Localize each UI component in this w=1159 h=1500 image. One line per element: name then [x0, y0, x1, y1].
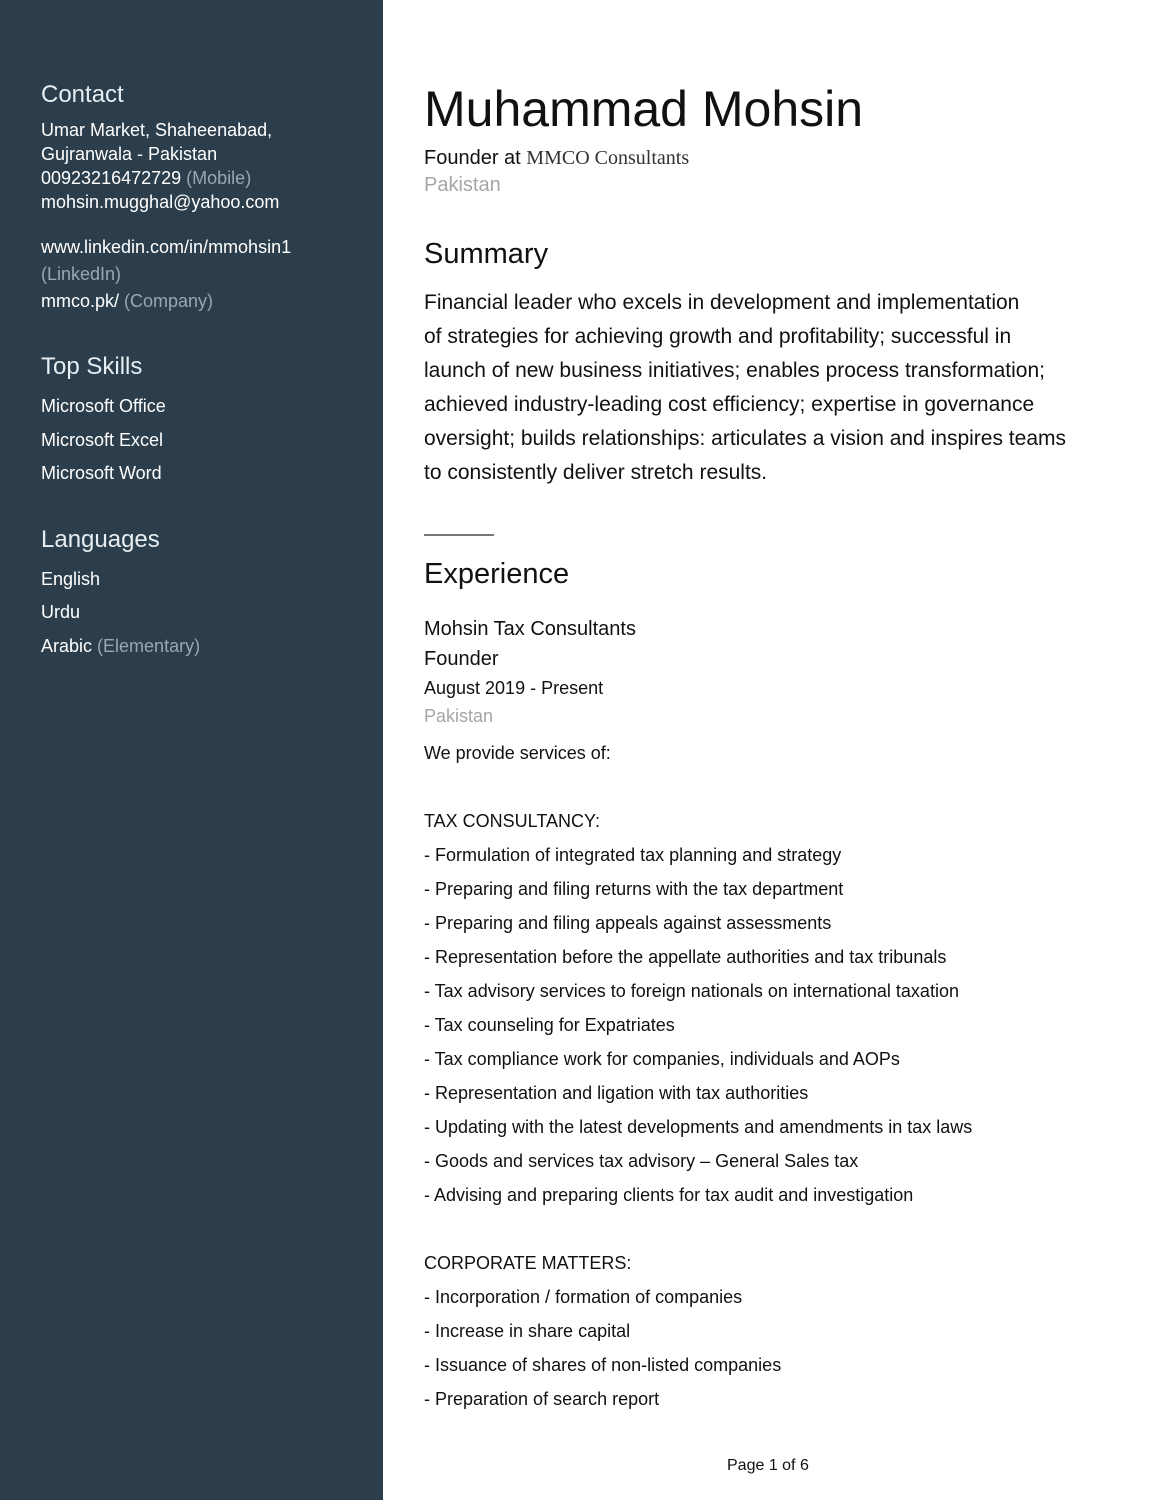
description-line: - Preparation of search report: [424, 1389, 660, 1409]
spacer: [41, 315, 361, 352]
spacer: [41, 491, 361, 525]
main-content: [424, 80, 1134, 1416]
sidebar-content: [41, 80, 361, 663]
summary-line: Financial leader who excels in development and implementation: [424, 291, 1020, 314]
description-line: - Formulation of integrated tax planning and strategy: [424, 845, 842, 865]
description-line: - Incorporation / formation of companies: [424, 1287, 743, 1307]
description-line: [424, 1212, 1134, 1246]
job-title: Founder: [424, 648, 499, 670]
summary-line: of strategies for achieving growth and profitability; successful in: [424, 325, 1012, 348]
description-line: - Goods and services tax advisory – General Sales tax: [424, 1151, 859, 1171]
email-link[interactable]: mohsin.mugghal@yahoo.com: [41, 192, 280, 212]
job-description: [424, 736, 1134, 1416]
headline-company: MMCO Consultants: [526, 147, 690, 169]
summary-line: achieved industry-leading cost efficiency; expertise in governance: [424, 393, 1035, 416]
description-line: - Preparing and filing appeals against assessments: [424, 913, 832, 933]
description-line: - Advising and preparing clients for tax audit and investigation: [424, 1185, 914, 1205]
description-line: - Representation before the appellate authorities and tax tribunals: [424, 947, 947, 967]
description-line: We provide services of:: [424, 743, 611, 763]
spacer: [424, 592, 1134, 614]
headline-role: Founder at: [424, 147, 521, 169]
contact-heading: Contact: [41, 81, 124, 108]
page-number: Page 1 of 6: [727, 1457, 809, 1474]
job-company: Mohsin Tax Consultants: [424, 618, 636, 640]
profile-location: Pakistan: [424, 174, 501, 196]
languages-heading: Languages: [41, 525, 160, 553]
language-level: (Elementary): [97, 635, 201, 656]
description-line: - Preparing and filing returns with the tax department: [424, 879, 844, 899]
address-line: Gujranwala - Pakistan: [41, 144, 218, 164]
description-line: - Tax advisory services to foreign nationals on international taxation: [424, 981, 959, 1001]
summary-line: launch of new business initiatives; enables process transformation;: [424, 359, 1045, 382]
job-entry: [424, 614, 1134, 1416]
job-location: Pakistan: [424, 706, 494, 726]
description-line: TAX CONSULTANCY:: [424, 811, 601, 831]
company-site: [41, 288, 361, 315]
language-name: Arabic: [41, 635, 93, 656]
description-line: - Updating with the latest developments and amendments in tax laws: [424, 1117, 973, 1137]
language-item: English: [41, 568, 101, 589]
spacer: [424, 536, 1134, 556]
address-line: Umar Market, Shaheenabad,: [41, 120, 273, 140]
language-item: [41, 630, 361, 664]
linkedin-label: (LinkedIn): [41, 264, 122, 284]
summary-heading: Summary: [424, 238, 549, 270]
skill-item: Microsoft Word: [41, 463, 162, 483]
company-site-link[interactable]: mmco.pk/: [41, 291, 120, 311]
summary-text: [424, 286, 1134, 490]
summary-line: to consistently deliver stretch results.: [424, 461, 768, 484]
description-line: - Tax counseling for Expatriates: [424, 1015, 675, 1035]
skill-item: Microsoft Office: [41, 396, 166, 416]
language-item: Urdu: [41, 602, 81, 622]
description-line: CORPORATE MATTERS:: [424, 1253, 632, 1273]
headline: [424, 144, 1134, 172]
description-line: - Representation and ligation with tax authorities: [424, 1083, 809, 1103]
summary-line: oversight; builds relationships: articulates a vision and inspires teams: [424, 427, 1066, 450]
sidebar: [0, 0, 383, 1500]
linkedin-link[interactable]: www.linkedin.com/in/mmohsin1: [41, 237, 292, 257]
phone-number: 00923216472729: [41, 168, 182, 188]
description-line: - Issuance of shares of non-listed companies: [424, 1355, 782, 1375]
spacer: [424, 198, 1134, 236]
description-line: - Tax compliance work for companies, individuals and AOPs: [424, 1049, 900, 1069]
phone-type: (Mobile): [186, 168, 252, 188]
experience-heading: Experience: [424, 558, 570, 590]
profile-name: Muhammad Mohsin: [424, 81, 864, 137]
spacer: [41, 214, 361, 234]
phone: [41, 166, 361, 190]
description-line: - Increase in share capital: [424, 1321, 631, 1341]
top-skills-heading: Top Skills: [41, 353, 143, 380]
skill-item: Microsoft Excel: [41, 429, 164, 450]
job-dates: August 2019 - Present: [424, 678, 604, 698]
description-line: [424, 770, 1134, 804]
company-site-label: (Company): [124, 291, 214, 311]
